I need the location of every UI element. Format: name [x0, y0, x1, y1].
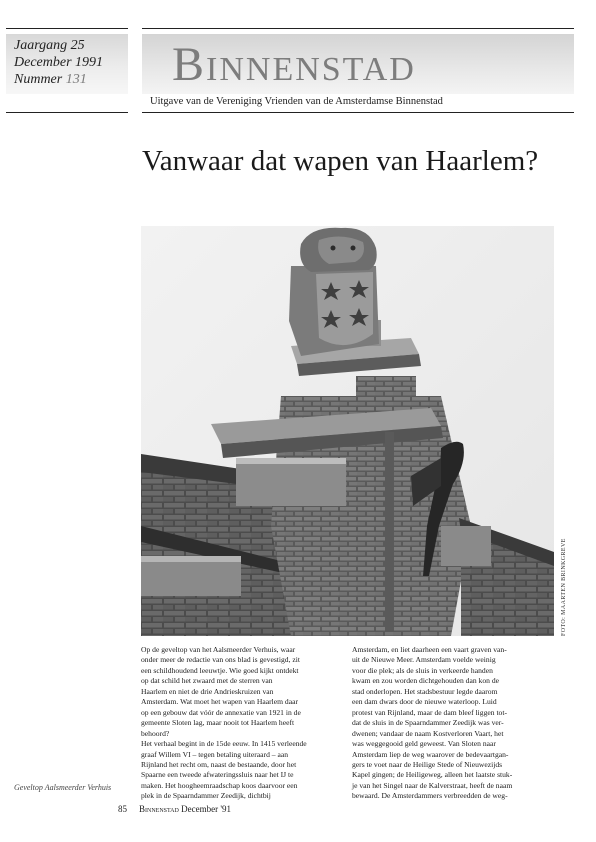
body-text-line: gemeente Sloten lag, maar nooit tot Haarlem heeft	[141, 718, 295, 728]
body-text-line: Op de geveltop van het Aalsmeerder Verhuis, waar	[141, 645, 296, 654]
body-text-line: Amsterdam liep de weg waarover de bedevaartgan-	[352, 749, 509, 759]
body-text-line: Kapel gingen; de Heiligeweg, alleen het laatste stuk-	[352, 770, 513, 780]
body-text-line: kwam en zou worden dichtgehouden dan kon de	[352, 676, 499, 686]
masthead-rule-left	[6, 112, 128, 113]
masthead-subtitle: Uitgave van de Vereniging Vrienden van de Amsterdamse Binnenstad	[150, 96, 443, 107]
body-text-line: je van het Singel naar de Kalverstraat, heeft de naam	[352, 780, 513, 790]
body-text-line: uit de Nieuwe Meer. Amsterdam voelde weinig	[352, 655, 496, 665]
body-text-line: Amsterdam, en liet daarheen een vaart graven van-	[352, 645, 507, 654]
body-text-line: onder meer de redactie van ons blad is gevestigd, zit	[141, 655, 300, 665]
body-text-line: Amsterdam. Wat moet het wapen van Haarlem daar	[141, 697, 298, 707]
body-text-line: bewaard. De Amsterdammers verbreedden de weg-	[352, 791, 508, 801]
body-text-line: maken. Het hoogheemraadschap koos daarvoor een	[141, 780, 298, 790]
body-text-line: plek in de Spaarndammer Zeedijk, dichtbij	[141, 791, 271, 801]
body-text-line: Het verhaal begint in de 15de eeuw. In 1415 verleende	[141, 739, 307, 749]
issue-info-box	[6, 34, 128, 94]
body-text-line: stad onderlopen. Het stadsbestuur legde daarom	[352, 686, 498, 696]
body-text-line: dwenen; vandaar de naam Kostverloren Vaart, het	[352, 728, 504, 738]
page-number: 85	[118, 804, 127, 814]
footer-magazine: Binnenstad	[139, 804, 179, 814]
issue-date: December 1991	[14, 55, 104, 70]
article-photo	[141, 226, 554, 636]
masthead-title: Binnenstad	[172, 38, 416, 91]
page-footer	[118, 804, 231, 814]
body-text-line: Spaarne een tweede afwateringssluis naar het IJ te	[141, 770, 294, 780]
footer-issue: December '91	[181, 804, 231, 814]
body-text-line: gers te voet naar de Heilige Stede of Nieuwezijds	[352, 759, 503, 769]
article-headline: Vanwaar dat wapen van Haarlem?	[142, 145, 539, 178]
body-text-line: was weggegooid geld geweest. Van Sloten naar	[352, 739, 496, 749]
body-text-line: dat de sluis in de Spaarndammer Zeedijk was ver-	[352, 718, 504, 728]
body-text-line: op dat schild het zwaard met de sterren van	[141, 676, 273, 686]
body-text-line: een dam dwars door de nieuwe waterloop. Luid	[352, 697, 497, 707]
issue-number-label: Nummer	[14, 72, 63, 87]
top-rule-right	[142, 28, 574, 29]
issue-number	[14, 72, 87, 87]
body-text-line: Haarlem en niet de drie Andrieskruizen van	[141, 686, 274, 696]
gable-photo-illustration	[141, 226, 554, 636]
body-text-line: behoord?	[141, 728, 170, 738]
issue-number-value: 131	[65, 72, 87, 87]
body-text-line: op een gebouw dat vóór de annexatie van 1921 in de	[141, 707, 301, 717]
body-text-line: Rijnland het recht om, naast de bestaande, door het	[141, 759, 297, 769]
volume-label: Jaargang 25	[14, 38, 85, 53]
body-text-line: een schildhoudend leeuwtje. Wie goed kijkt ontdekt	[141, 665, 299, 675]
photo-caption: Geveltop Aalsmeerder Verhuis	[14, 783, 112, 792]
photo-credit: FOTO: MAARTEN BRINKGREVE	[561, 538, 567, 636]
article-column-1	[141, 645, 341, 802]
article-column-2	[352, 645, 552, 802]
masthead-rule-right	[142, 112, 574, 113]
body-text-line: protest van Rijnland, maar de dam bleef liggen tot-	[352, 707, 507, 717]
body-text-line: voor die plek; als de sluis in verkeerde handen	[352, 665, 493, 675]
top-rule-left	[6, 28, 128, 29]
body-text-line: graaf Willem VI – tegen betaling uiteraard – aan	[141, 749, 289, 759]
